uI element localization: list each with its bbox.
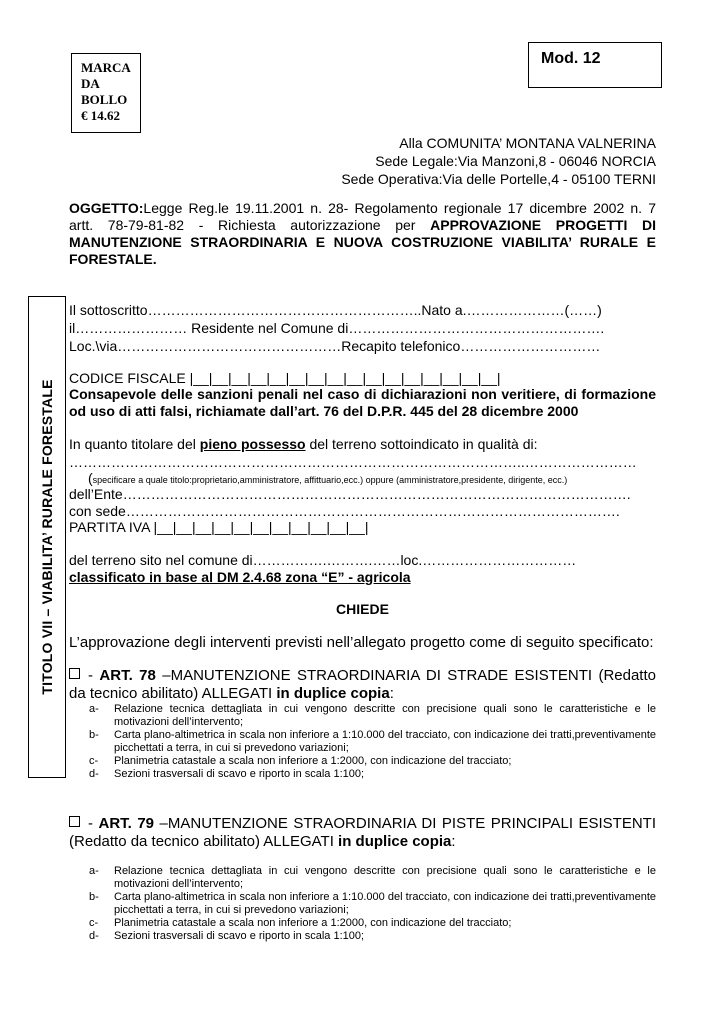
land-location-line: del terreno sito nel comune di…………….……….……loc.…………………………… xyxy=(69,552,577,568)
art79-attachments-list xyxy=(69,865,656,943)
list-text: Sezioni trasversali di scavo e riporto in scala 1:100; xyxy=(114,768,365,780)
ownership-text-pre: In quanto titolare del xyxy=(69,436,200,452)
address-line-3: Sede Operativa:Via delle Portelle,4 - 05100 TERNI xyxy=(341,171,656,187)
list-text: Planimetria catastale a scala non inferiore a 1:2000, con indicazione del tracciato; xyxy=(114,755,512,767)
applicant-residence-line: il…………………… Residente nel Comune di………………………………………………. xyxy=(69,320,605,336)
list-text: Relazione tecnica dettagliata in cui vengono descritte con precisione quali sono le caratteristiche e le motivazioni dell’intervento; xyxy=(114,865,656,890)
art79-heading xyxy=(69,815,656,851)
list-text: Carta plano-altimetrica in scala non inferiore a 1:10.000 del tracciato, con indicazione dei tratti,preventivamente picchettati a terra, in cui si prevedono variazioni; xyxy=(114,891,656,916)
list-item xyxy=(69,917,656,930)
address-line-2: Sede Legale:Via Manzoni,8 - 06046 NORCIA xyxy=(375,153,656,169)
vat-number-line: PARTITA IVA |__|__|__|__|__|__|__|__|__|__|__| xyxy=(69,519,369,535)
art79-checkbox[interactable] xyxy=(69,816,80,827)
art78-attachments-list xyxy=(69,703,656,781)
sidebar-title: TITOLO VII – VIABILITA’ RURALE FORESTALE xyxy=(39,379,55,695)
list-letter: a- xyxy=(89,865,99,877)
spec-text-1: specificare a quale titolo:proprietario,amministratore, affittuario,ecc.) oppure ( xyxy=(92,475,400,485)
art79-bold: in duplice copia xyxy=(338,833,452,850)
list-letter: b- xyxy=(89,891,99,903)
chiede-heading: CHIEDE xyxy=(336,601,389,617)
stamp-line-3: BOLLO xyxy=(81,92,128,107)
marca-da-bollo-box xyxy=(71,53,141,133)
applicant-name-line: Il sottoscritto…………………………………………………..Nato a.…………………(……) xyxy=(69,302,602,318)
subject-paragraph xyxy=(69,200,656,268)
list-item xyxy=(69,930,656,943)
entity-seat-line: con sede……………………………………………………………………………………………. xyxy=(69,503,620,519)
title-dots-line: ……………………………………………………………………………………..…………………… xyxy=(69,454,637,470)
title-specification-line xyxy=(88,470,656,486)
land-classification: classificato in base al DM 2.4.68 zona “E” - agricola xyxy=(69,569,411,585)
list-letter: a- xyxy=(89,703,99,715)
mod-number-box xyxy=(528,42,662,88)
list-letter: d- xyxy=(89,930,99,942)
subject-bold-text: APPROVAZIONE PROGETTI DI MANUTENZIONE STRAORDINARIA E NUOVA COSTRUZIONE VIABILITA’ RURALE E FORESTALE. xyxy=(69,217,657,267)
art79-prefix: - xyxy=(88,815,99,832)
ownership-line xyxy=(69,436,656,452)
sidebar-title-box xyxy=(28,296,66,778)
spec-paren: ( xyxy=(88,470,93,486)
list-item xyxy=(69,703,656,729)
art78-text: –MANUTENZIONE STRAORDINARIA DI STRADE ESISTENTI (Redatto da tecnico abilitato) ALLEGATI xyxy=(69,667,656,702)
declaration-text: Consapevole delle sanzioni penali nel caso di dichiarazioni non veritiere, di formazione od uso di atti falsi, richiamate dall’art. 76 del D.P.R. 445 del 28 dicembre 2000 xyxy=(69,386,656,419)
ownership-bold: pieno possesso xyxy=(199,436,306,452)
address-line-1: Alla COMUNITA’ MONTANA VALNERINA xyxy=(399,135,656,151)
list-letter: b- xyxy=(89,729,99,741)
art78-number: ART. 78 xyxy=(99,667,156,684)
ownership-text-post: del terreno sottoindicato in qualità di: xyxy=(305,436,538,452)
art78-prefix: - xyxy=(88,667,100,684)
fiscal-code-line: CODICE FISCALE |__|__|__|__|__|__|__|__|__|__|__|__|__|__|__|__| xyxy=(69,370,501,386)
approval-request-line: L’approvazione degli interventi previsti nell’allegato progetto come di seguito specificato: xyxy=(69,634,654,651)
list-item xyxy=(69,729,656,755)
art78-checkbox[interactable] xyxy=(69,668,80,679)
land-classification-line xyxy=(69,569,656,585)
list-text: Carta plano-altimetrica in scala non inferiore a 1:10.000 del tracciato, con indicazione dei tratti,preventivamente picchettati a terra, in cui si prevedono variazioni; xyxy=(114,729,656,754)
art78-end: : xyxy=(389,685,394,702)
list-item xyxy=(69,865,656,891)
stamp-line-2: DA xyxy=(81,76,100,91)
list-text: Planimetria catastale a scala non inferiore a 1:2000, con indicazione del tracciato; xyxy=(114,917,512,929)
art79-number: ART. 79 xyxy=(98,815,155,832)
art79-text: –MANUTENZIONE STRAORDINARIA DI PISTE PRINCIPALI ESISTENTI (Redatto da tecnico abilitato) ALLEGATI xyxy=(69,815,657,850)
list-text: Relazione tecnica dettagliata in cui vengono descritte con precisione quali sono le caratteristiche e le motivazioni dell’intervento; xyxy=(114,703,656,728)
stamp-line-1: MARCA xyxy=(81,60,131,75)
art79-end: : xyxy=(451,833,456,850)
list-letter: c- xyxy=(89,917,99,929)
subject-label: OGGETTO: xyxy=(69,200,144,216)
declaration-paragraph xyxy=(69,386,656,420)
art78-heading xyxy=(69,667,656,703)
list-letter: d- xyxy=(89,768,99,780)
subject-text: Legge Reg.le 19.11.2001 n. 28- Regolamento regionale 17 dicembre 2002 n. 7 artt. 78-79-81-82 - Richiesta autorizzazione per xyxy=(69,200,656,233)
list-letter: c- xyxy=(89,755,99,767)
mod-number: Mod. 12 xyxy=(541,50,601,67)
spec-text-2: amministratore,presidente, dirigente, ecc.) xyxy=(399,475,568,485)
entity-line: dell’Ente………………………………………………………………………………………………. xyxy=(69,486,631,502)
stamp-line-4: € 14.62 xyxy=(81,108,120,123)
recipient-address xyxy=(341,134,656,188)
applicant-address-line: Loc.\via…………………………………………Recapito telefonico………………………… xyxy=(69,338,601,354)
list-item xyxy=(69,891,656,917)
list-text: Sezioni trasversali di scavo e riporto in scala 1:100; xyxy=(114,930,365,942)
list-item xyxy=(69,755,656,768)
list-item xyxy=(69,768,656,781)
art78-bold: in duplice copia xyxy=(276,685,390,702)
